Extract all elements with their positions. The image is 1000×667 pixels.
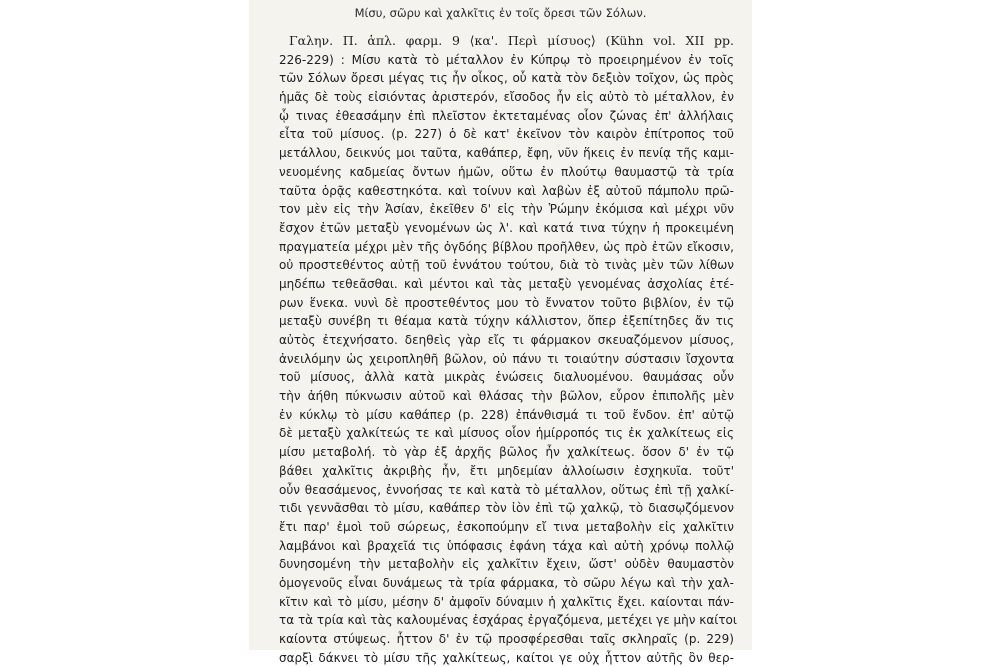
text-line: κῖτιν καὶ τὸ μίσυ, μέσην δ' ἀμφοῖν δύναμιν ἡ χαλκῖτις ἔχει. καίονται πάν- [279, 594, 734, 609]
page-header: Μίσυ, σῶρυ καὶ χαλκῖτις ἐν τοῖς ὄρεσι τῶν Σόλων. [354, 6, 647, 20]
text-line: μίσυ μεταβολή. τὸ γὰρ ἐξ ἀρχῆς βῶλος ἦν χαλκίτεως. ὅσον δ' ἐν τῷ [279, 445, 734, 460]
text-line: Γαλην. Π. ἁπλ. φαρμ. 9 ⟨κα'. Περὶ μίσυος⟩ (Kühn vol. XII pp. [289, 33, 734, 48]
text-line: τον μὲν εἰς τὴν Ἀσίαν, ἐκεῖθεν δ' εἰς τὴν Ῥώμην ἐκόμισα καὶ μέχρι νῦν [279, 202, 734, 217]
text-line: καίοντα στύψεως. ἧττον δ' ἐν τῷ προσφέρεσθαι ταῖς σκληραῖς (p. 229) [279, 632, 734, 646]
text-line: ἀνειλόμην ὡς χειροπληθῆ βῶλον, οὐ πάνυ τι τοιαύτην σύστασιν ἴσχοντα [279, 351, 734, 366]
text-line: 226-229) : Μίσυ κατὰ τὸ μέταλλον ἐν Κύπρῳ τὸ προειρημένον ἐν τοῖς [279, 52, 734, 67]
text-line: τὴν ἀήθη πύκνωσιν αὐτοῦ καὶ θλάσας τὴν βῶλον, εὗρον ἐπιπολῆς μὲν [279, 389, 734, 404]
scanned-page [249, 0, 752, 665]
text-line: αὐτὸς ἐτεχνήσατο. δεηθεὶς γὰρ εἴς τι φάρμακον σκευαζόμενον μίσυος, [279, 333, 734, 347]
text-line: πραγματεία μέχρι μὲν τῆς ὀγδόης βίβλου προῆλθεν, ὡς πρὸ ἐτῶν εἴκοσιν, [279, 239, 734, 254]
text-line: λαμβάνοι καὶ βραχεῖά τις ὑπόφασις ἐφάνη τάχα καὶ αὐτὴ χρόνῳ πολλῷ [279, 538, 734, 553]
text-line: ᾧ τινας ἐθεασάμην ἐπὶ πλεῖστον ἐκτεταμένας οἷον ζώνας ἐπ' ἀλλήλαις [279, 108, 734, 123]
text-line: βάθει χαλκῖτις ἀκριβὴς ἦν, ἔτι μηδεμίαν ἀλλοίωσιν ἐσχηκυῖα. τοῦτ' [279, 463, 734, 478]
text-line: σαρξὶ δάκνει τὸ μίσυ τῆς χαλκίτεως, καίτοι γε οὐχ ἧττον αὐτῆς ὂν θερ- [279, 650, 734, 665]
text-line: μηδέπω τεθεᾶσθαι. καὶ μέντοι καὶ τὰς μεταξὺ γενομένας ἀσχολίας ἑτέ- [279, 276, 734, 291]
text-line: οὐ προστεθέντος αὐτῇ τοῦ ἐννάτου τούτου, διὰ τὸ τινὰς μὲν τῶν λίθων [279, 258, 734, 273]
text-line: ὁμογενοῦς εἶναι δυνάμεως τὰ τρία φάρμακα, τὸ σῶρυ λέγω καὶ τὴν χαλ- [279, 575, 734, 590]
text-line: δυνησομένη τὴν μεταβολὴν εἰς χαλκῖτιν ἔχειν, ὥστ' οὐδὲν θαυμαστὸν [279, 557, 734, 572]
text-line: οὖν θεασάμενος, ἐννοήσας τε καὶ κατὰ τὸ μέταλλον, οὕτως ἐπὶ τῇ χαλκί- [279, 482, 734, 497]
text-line: τοῦ μίσυος, ἀλλὰ κατὰ μικρὰς ἑνώσεις διαλυομένου. θαυμάσας οὖν [279, 370, 734, 385]
text-line: ρων ἕνεκα. νυνὶ δὲ προστεθέντος μου τὸ ἔννατον τοῦτο βιβλίον, ἐν τῷ [279, 295, 734, 310]
text-line: ἐν κύκλῳ τὸ μίσυ καθάπερ (p. 228) ἐπάνθισμά τι τοῦ ἔνδον. ἐπ' αὐτῷ [279, 407, 734, 422]
text-line: τῶν Σόλων ὄρεσι μέγας τις ἦν οἶκος, οὗ κατὰ τὸν δεξιὸν τοῖχον, ὡς πρὸς [279, 71, 734, 86]
text-line: τα τὰ τρία καὶ τὰς καλουμένας ἐσχάρας ἐργαζόμενα, μετέχει γε μὴν καίτοι [279, 613, 737, 628]
text-line: μεταξὺ συνέβη τι θέαμα κατὰ τύχην κάλλιστον, ὅπερ ἐξεπίτηδες ἄν τις [279, 314, 734, 329]
greek-text-body [279, 32, 737, 667]
text-line: μετάλλου, δεικνύς μοι ταῦτα, καθάπερ, ἔφη, νῦν ἥκεις ἐν πενίᾳ τῆς καμι- [279, 146, 734, 161]
text-line: δὲ μεταξὺ χαλκίτεώς τε καὶ μίσυος οἷον ἡμίρροπός τις ἐκ χαλκίτεως εἰς [279, 426, 734, 441]
text-line: τιδι γεννᾶσθαι τὸ μίσυ, καθάπερ τὸν ἰὸν ἐπὶ τῷ χαλκῷ, τὸ διασῳζόμενον [279, 501, 734, 516]
text-line: ταῦτα ὁρᾷς καθεστηκότα. καὶ τοίνυν καὶ λαβὼν ἐξ αὐτοῦ πάμπολυ πρῶ- [279, 183, 734, 198]
text-line: ἔτι παρ' ἐμοὶ τοῦ σώρεως, ἐσκοπούμην εἴ τινα μεταβολὴν εἰς χαλκῖτιν [279, 519, 734, 534]
text-line: ἡμᾶς δὲ τοὺς εἰσιόντας ἀριστερόν, εἴσοδος ἦν εἰς αὐτὸ τὸ μέταλλον, ἐν [279, 90, 734, 105]
text-line: νευομένης καδμείας ὄντων ἡμῶν, οὕτω ἐν πλούτῳ θαυμαστῷ τὰ τρία [279, 164, 734, 179]
text-line: εἶτα τοῦ μίσυος. (p. 227) ὁ δὲ κατ' ἐκεῖνον τὸν καιρὸν ἐπίτροπος τοῦ [279, 127, 734, 142]
text-line: ἔσχον ἐτῶν μεταξὺ γενομένων ὡς λ'. καὶ κατά τινα τύχην ἡ προκειμένη [279, 220, 734, 235]
